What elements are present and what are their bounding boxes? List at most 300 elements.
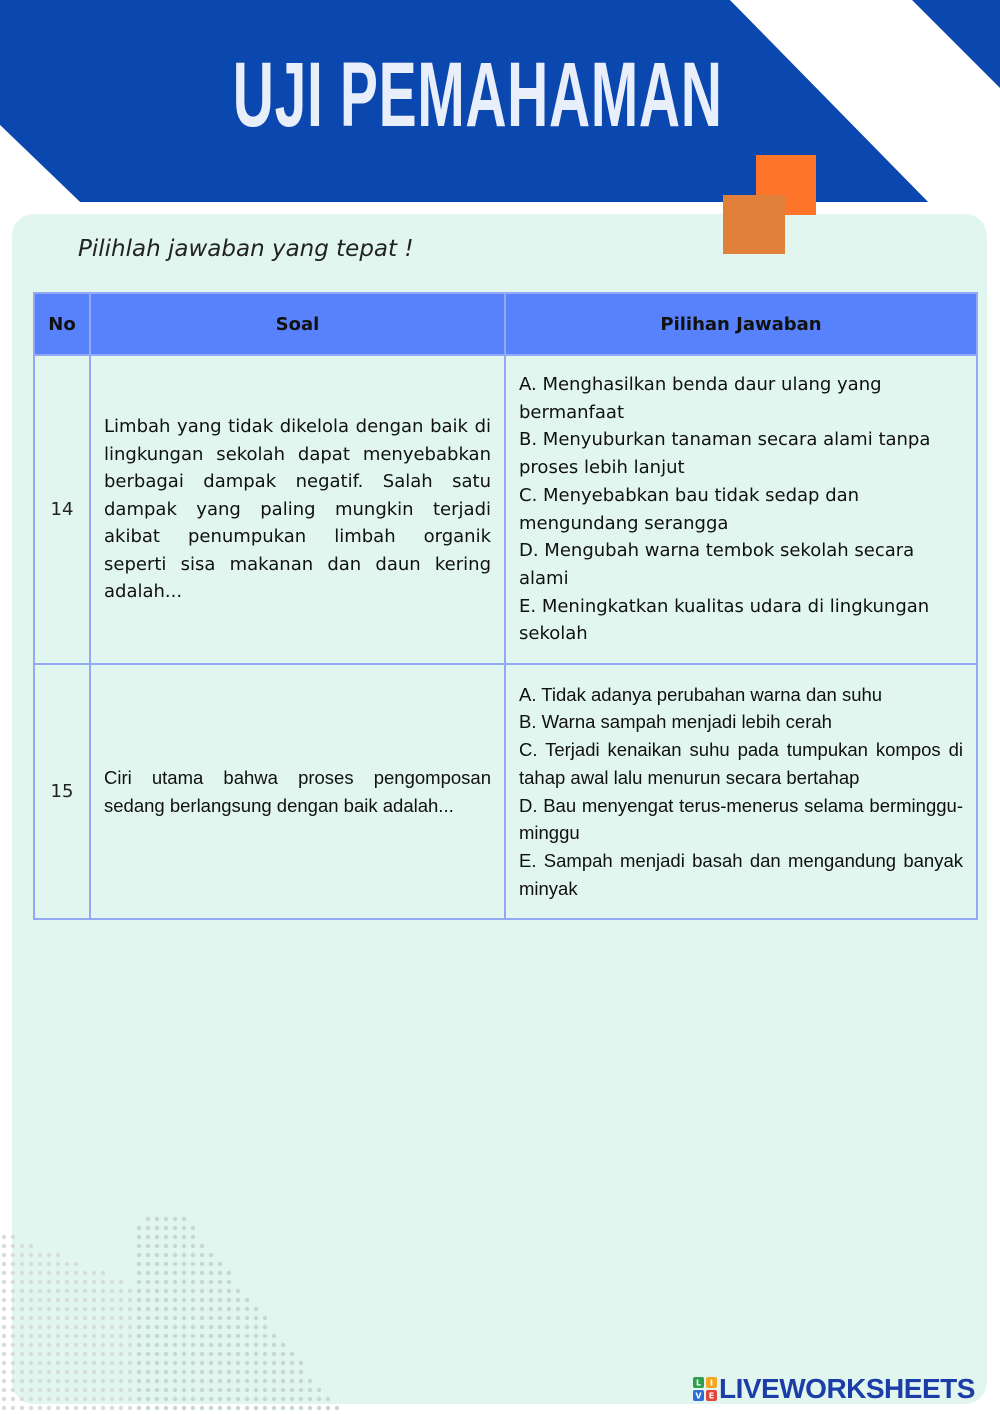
decoration-dot [20, 1370, 24, 1374]
quiz-table [33, 292, 978, 920]
decoration-dot [281, 1379, 285, 1383]
decoration-dot [173, 1289, 177, 1293]
decoration-dot [2, 1280, 6, 1284]
decoration-dot [218, 1280, 222, 1284]
decoration-dot [2, 1307, 6, 1311]
decoration-dot [101, 1325, 105, 1329]
decoration-dot [155, 1334, 159, 1338]
decoration-dot [200, 1334, 204, 1338]
decoration-dot [56, 1379, 60, 1383]
decoration-dot [2, 1343, 6, 1347]
answer-option-d[interactable]: D. Mengubah warna tembok sekolah secara alami [519, 540, 915, 589]
decoration-dot [164, 1271, 168, 1275]
decoration-dot [56, 1397, 60, 1401]
decoration-dot [56, 1271, 60, 1275]
decoration-dot [164, 1334, 168, 1338]
decoration-dot [20, 1397, 24, 1401]
logo-text: LIVEWORKSHEETS [719, 1373, 975, 1404]
decoration-dot [101, 1298, 105, 1302]
decoration-dot [92, 1352, 96, 1356]
decoration-dot [83, 1334, 87, 1338]
decoration-dot [182, 1235, 186, 1239]
decoration-dot [56, 1262, 60, 1266]
decoration-dot [299, 1361, 303, 1365]
decoration-dot [11, 1298, 15, 1302]
decoration-dot [11, 1397, 15, 1401]
decoration-dot [2, 1316, 6, 1320]
decoration-dot [281, 1397, 285, 1401]
decoration-dot [209, 1262, 213, 1266]
decoration-dot [65, 1370, 69, 1374]
decoration-dot [146, 1343, 150, 1347]
decoration-dot [191, 1325, 195, 1329]
decoration-dot [191, 1298, 195, 1302]
decoration-dot [47, 1379, 51, 1383]
decoration-dot [92, 1316, 96, 1320]
decoration-dot [38, 1361, 42, 1365]
column-header-no: No [34, 293, 90, 355]
decoration-dot [101, 1388, 105, 1392]
decoration-dot [254, 1325, 258, 1329]
decoration-dot [110, 1379, 114, 1383]
decoration-dot [74, 1289, 78, 1293]
decoration-dot [182, 1253, 186, 1257]
decoration-dot [236, 1307, 240, 1311]
decoration-dot [200, 1352, 204, 1356]
decoration-dot [146, 1298, 150, 1302]
decoration-dot [137, 1253, 141, 1257]
decoration-dot [218, 1406, 222, 1410]
decoration-dot [128, 1316, 132, 1320]
decoration-dot [2, 1325, 6, 1329]
decoration-dot [209, 1343, 213, 1347]
decoration-dot [146, 1235, 150, 1239]
decoration-dot [110, 1361, 114, 1365]
decoration-dot [272, 1352, 276, 1356]
decoration-dot [290, 1406, 294, 1410]
decoration-dot [155, 1307, 159, 1311]
decoration-dot [47, 1406, 51, 1410]
decoration-dot [164, 1325, 168, 1329]
decoration-dot [11, 1352, 15, 1356]
decoration-dot [164, 1298, 168, 1302]
decoration-dot [200, 1325, 204, 1329]
decoration-dot [155, 1226, 159, 1230]
decoration-dot [146, 1289, 150, 1293]
decoration-dot [173, 1370, 177, 1374]
decoration-dot [182, 1352, 186, 1356]
decoration-dot [173, 1307, 177, 1311]
decoration-dot [146, 1406, 150, 1410]
decoration-dot [110, 1406, 114, 1410]
decoration-dot [317, 1406, 321, 1410]
answer-options [505, 664, 977, 919]
decoration-dot [20, 1352, 24, 1356]
decoration-dot [209, 1289, 213, 1293]
decoration-dot [290, 1379, 294, 1383]
decoration-dot [11, 1262, 15, 1266]
decoration-dot [47, 1325, 51, 1329]
decoration-dot [182, 1289, 186, 1293]
answer-option-a[interactable]: A. Tidak adanya perubahan warna dan suhu [519, 683, 883, 705]
decoration-dot [110, 1397, 114, 1401]
decoration-dot [146, 1325, 150, 1329]
decoration-dot [218, 1289, 222, 1293]
decoration-dot [92, 1397, 96, 1401]
decoration-dot [47, 1253, 51, 1257]
decoration-dot [146, 1271, 150, 1275]
decoration-dot [299, 1397, 303, 1401]
decoration-dot [245, 1298, 249, 1302]
decoration-dot [164, 1307, 168, 1311]
decoration-dot [92, 1325, 96, 1329]
decoration-dot [101, 1280, 105, 1284]
decoration-dot [74, 1271, 78, 1275]
decoration-dot [2, 1253, 6, 1257]
decoration-dot [2, 1289, 6, 1293]
decoration-dot [110, 1289, 114, 1293]
decoration-dot [209, 1406, 213, 1410]
decoration-dot [11, 1244, 15, 1248]
decoration-dot [74, 1397, 78, 1401]
decoration-dot [191, 1379, 195, 1383]
decoration-dot [254, 1343, 258, 1347]
decoration-dot [191, 1406, 195, 1410]
decoration-dot [263, 1406, 267, 1410]
decoration-dot [200, 1388, 204, 1392]
decoration-dot [110, 1307, 114, 1311]
decoration-dot [38, 1298, 42, 1302]
decoration-dot [209, 1298, 213, 1302]
decoration-dot [227, 1343, 231, 1347]
decoration-dot [29, 1316, 33, 1320]
decoration-dot [11, 1253, 15, 1257]
decoration-dot [92, 1271, 96, 1275]
decoration-dot [101, 1361, 105, 1365]
decoration-dot [146, 1352, 150, 1356]
decoration-dot [101, 1289, 105, 1293]
decoration-dot [74, 1262, 78, 1266]
decoration-dot [254, 1352, 258, 1356]
decoration-dot [281, 1406, 285, 1410]
decoration-dot [155, 1253, 159, 1257]
decoration-dot [227, 1271, 231, 1275]
decoration-dot [146, 1280, 150, 1284]
decoration-dot [290, 1361, 294, 1365]
decoration-dot [164, 1289, 168, 1293]
decoration-dot [56, 1361, 60, 1365]
decoration-dot [272, 1406, 276, 1410]
decoration-dot [272, 1379, 276, 1383]
decoration-dot [83, 1316, 87, 1320]
decoration-dot [38, 1253, 42, 1257]
decoration-dot [128, 1388, 132, 1392]
dot-pattern-decoration [0, 1170, 340, 1410]
decoration-dot [164, 1406, 168, 1410]
decoration-dot [65, 1352, 69, 1356]
decoration-dot [272, 1397, 276, 1401]
decoration-dot [137, 1316, 141, 1320]
decoration-dot [29, 1334, 33, 1338]
decoration-dot [164, 1244, 168, 1248]
decoration-dot [254, 1307, 258, 1311]
decoration-dot [137, 1406, 141, 1410]
decoration-dot [74, 1307, 78, 1311]
decoration-dot [155, 1397, 159, 1401]
decoration-dot [119, 1379, 123, 1383]
decoration-dot [245, 1397, 249, 1401]
decoration-dot [191, 1262, 195, 1266]
decoration-dot [74, 1298, 78, 1302]
decoration-dot [65, 1379, 69, 1383]
decoration-dot [155, 1352, 159, 1356]
decoration-dot [182, 1325, 186, 1329]
decoration-dot [83, 1307, 87, 1311]
decoration-dot [101, 1406, 105, 1410]
decoration-dot [173, 1343, 177, 1347]
decoration-dot [38, 1289, 42, 1293]
decoration-dot [218, 1361, 222, 1365]
decoration-dot [182, 1262, 186, 1266]
decoration-dot [218, 1262, 222, 1266]
table-header-row [34, 293, 977, 355]
answer-option-c[interactable]: C. Terjadi kenaikan suhu pada tumpukan kompos di tahap awal lalu menurun secara bertahap [519, 739, 963, 788]
decoration-dot [227, 1352, 231, 1356]
decoration-dot [182, 1406, 186, 1410]
decoration-dot [245, 1352, 249, 1356]
decoration-dot [65, 1271, 69, 1275]
decoration-dot [173, 1379, 177, 1383]
decoration-dot [200, 1406, 204, 1410]
answer-option-c[interactable]: C. Menyebabkan bau tidak sedap dan mengundang serangga [519, 484, 860, 534]
decoration-dot [146, 1307, 150, 1311]
decoration-dot [227, 1325, 231, 1329]
decoration-dot [209, 1316, 213, 1320]
decoration-dot [218, 1379, 222, 1383]
answer-option-b[interactable]: B. Warna sampah menjadi lebih cerah [519, 711, 832, 733]
decoration-dot [83, 1343, 87, 1347]
decoration-dot [110, 1280, 114, 1284]
decoration-dot [92, 1388, 96, 1392]
decoration-dot [173, 1388, 177, 1392]
decoration-dot [164, 1361, 168, 1365]
decoration-dot [173, 1280, 177, 1284]
decoration-dot [281, 1352, 285, 1356]
decoration-dot [254, 1316, 258, 1320]
decoration-dot [20, 1289, 24, 1293]
decoration-dot [20, 1262, 24, 1266]
decoration-dot [200, 1289, 204, 1293]
decoration-dot [155, 1262, 159, 1266]
answer-option-d[interactable]: D. Bau menyengat terus-menerus selama berminggu-minggu [519, 794, 963, 844]
decoration-dot [20, 1271, 24, 1275]
decoration-dot [137, 1271, 141, 1275]
decoration-dot [173, 1298, 177, 1302]
decoration-dot [74, 1325, 78, 1329]
decoration-dot [38, 1370, 42, 1374]
decoration-dot [254, 1406, 258, 1410]
decoration-dot [209, 1379, 213, 1383]
decoration-dot [164, 1280, 168, 1284]
decoration-dot [47, 1280, 51, 1284]
decoration-dot [74, 1280, 78, 1284]
decoration-dot [56, 1343, 60, 1347]
decoration-dot [83, 1388, 87, 1392]
decoration-dot [74, 1388, 78, 1392]
decoration-dot [56, 1352, 60, 1356]
decoration-dot [29, 1289, 33, 1293]
decoration-dot [173, 1334, 177, 1338]
decoration-dot [65, 1298, 69, 1302]
decoration-dot [254, 1334, 258, 1338]
decoration-dot [236, 1289, 240, 1293]
instruction-text: Pilihlah jawaban yang tepat ! [78, 236, 414, 262]
decoration-dot [245, 1361, 249, 1365]
decoration-dot [200, 1262, 204, 1266]
decoration-dot [155, 1325, 159, 1329]
decoration-dot [29, 1406, 33, 1410]
decoration-dot [200, 1253, 204, 1257]
decoration-dot [119, 1352, 123, 1356]
decoration-dot [200, 1379, 204, 1383]
decoration-dot [56, 1280, 60, 1284]
decoration-dot [119, 1307, 123, 1311]
decoration-dot [191, 1334, 195, 1338]
decoration-dot [191, 1253, 195, 1257]
decoration-dot [209, 1325, 213, 1329]
decoration-dot [128, 1289, 132, 1293]
answer-option-e[interactable]: E. Sampah menjadi basah dan mengandung banyak minyak [519, 849, 963, 899]
decoration-dot [92, 1370, 96, 1374]
decoration-dot [65, 1361, 69, 1365]
decoration-dot [119, 1406, 123, 1410]
logo-mark-letter: L [695, 1378, 702, 1388]
decoration-dot [56, 1334, 60, 1338]
question-text: Limbah yang tidak dikelola dengan baik di lingkungan sekolah dapat menyebabkan berbagai dampak negatif. Salah satu dampak yang paling mungkin terjadi akibat penumpukan limbah organik seperti sisa makanan dan daun kering adalah... [90, 355, 505, 664]
decoration-dot [182, 1370, 186, 1374]
decoration-dot [74, 1370, 78, 1374]
decoration-dot [182, 1298, 186, 1302]
logo-mark-letter: E [708, 1391, 715, 1401]
decoration-dot [209, 1397, 213, 1401]
decoration-dot [20, 1316, 24, 1320]
decoration-dot [110, 1325, 114, 1329]
decoration-dot [2, 1370, 6, 1374]
decoration-dot [146, 1370, 150, 1374]
decoration-dot [29, 1343, 33, 1347]
column-header-pilihan-jawaban: Pilihan Jawaban [505, 293, 977, 355]
decoration-dot [200, 1298, 204, 1302]
decoration-dot [56, 1316, 60, 1320]
decoration-dot [236, 1325, 240, 1329]
decoration-dot [119, 1316, 123, 1320]
decoration-dot [146, 1262, 150, 1266]
decoration-dot [119, 1388, 123, 1392]
decoration-dot [38, 1307, 42, 1311]
decoration-dot [227, 1379, 231, 1383]
decoration-dot [56, 1253, 60, 1257]
decoration-dot [128, 1370, 132, 1374]
decoration-dot [227, 1406, 231, 1410]
decoration-dot [11, 1271, 15, 1275]
decoration-dot [74, 1361, 78, 1365]
decoration-dot [155, 1298, 159, 1302]
decoration-dot [263, 1352, 267, 1356]
decoration-dot [290, 1388, 294, 1392]
decoration-dot [110, 1352, 114, 1356]
decoration-dot [101, 1379, 105, 1383]
decoration-dot [83, 1271, 87, 1275]
answer-option-b[interactable]: B. Menyuburkan tanaman secara alami tanpa proses lebih lanjut [519, 429, 931, 479]
decoration-dot [164, 1388, 168, 1392]
decoration-dot [173, 1361, 177, 1365]
decoration-dot [29, 1370, 33, 1374]
decoration-dot [326, 1397, 330, 1401]
decoration-dot [236, 1406, 240, 1410]
decoration-dot [245, 1379, 249, 1383]
decoration-dot [299, 1406, 303, 1410]
decoration-dot [128, 1397, 132, 1401]
decoration-dot [137, 1388, 141, 1392]
decoration-dot [47, 1361, 51, 1365]
decoration-dot [182, 1388, 186, 1392]
decoration-dot [191, 1388, 195, 1392]
answer-option-a[interactable]: A. Menghasilkan benda daur ulang yang bermanfaat [519, 373, 882, 423]
decoration-dot [38, 1352, 42, 1356]
decoration-dot [47, 1289, 51, 1293]
decoration-dot [92, 1406, 96, 1410]
decoration-dot [128, 1307, 132, 1311]
decoration-dot [236, 1352, 240, 1356]
decoration-dot [173, 1397, 177, 1401]
decoration-dot [83, 1280, 87, 1284]
decoration-dot [65, 1334, 69, 1338]
decoration-dot [2, 1334, 6, 1338]
decoration-dot [20, 1325, 24, 1329]
decoration-dot [200, 1271, 204, 1275]
decoration-dot [254, 1379, 258, 1383]
decoration-dot [20, 1361, 24, 1365]
decoration-dot [245, 1388, 249, 1392]
decoration-dot [227, 1316, 231, 1320]
decoration-dot [182, 1361, 186, 1365]
answer-option-e[interactable]: E. Meningkatkan kualitas udara di lingkungan sekolah [519, 595, 930, 645]
decoration-dot [74, 1379, 78, 1383]
decoration-dot [29, 1280, 33, 1284]
decoration-dot [146, 1388, 150, 1392]
decoration-dot [128, 1343, 132, 1347]
decoration-dot [182, 1343, 186, 1347]
decoration-dot [245, 1325, 249, 1329]
decoration-dot [65, 1316, 69, 1320]
decoration-dot [65, 1397, 69, 1401]
decoration-dot [200, 1316, 204, 1320]
decoration-dot [146, 1217, 150, 1221]
decoration-dot [38, 1388, 42, 1392]
decoration-dot [2, 1388, 6, 1392]
decoration-dot [2, 1235, 6, 1239]
decoration-dot [38, 1406, 42, 1410]
decoration-dot [236, 1343, 240, 1347]
decoration-dot [20, 1388, 24, 1392]
decoration-dot [173, 1217, 177, 1221]
decoration-dot [137, 1352, 141, 1356]
decoration-dot [11, 1235, 15, 1239]
decoration-dot [119, 1334, 123, 1338]
decoration-dot [173, 1406, 177, 1410]
decoration-dot [146, 1253, 150, 1257]
decoration-dot [281, 1388, 285, 1392]
